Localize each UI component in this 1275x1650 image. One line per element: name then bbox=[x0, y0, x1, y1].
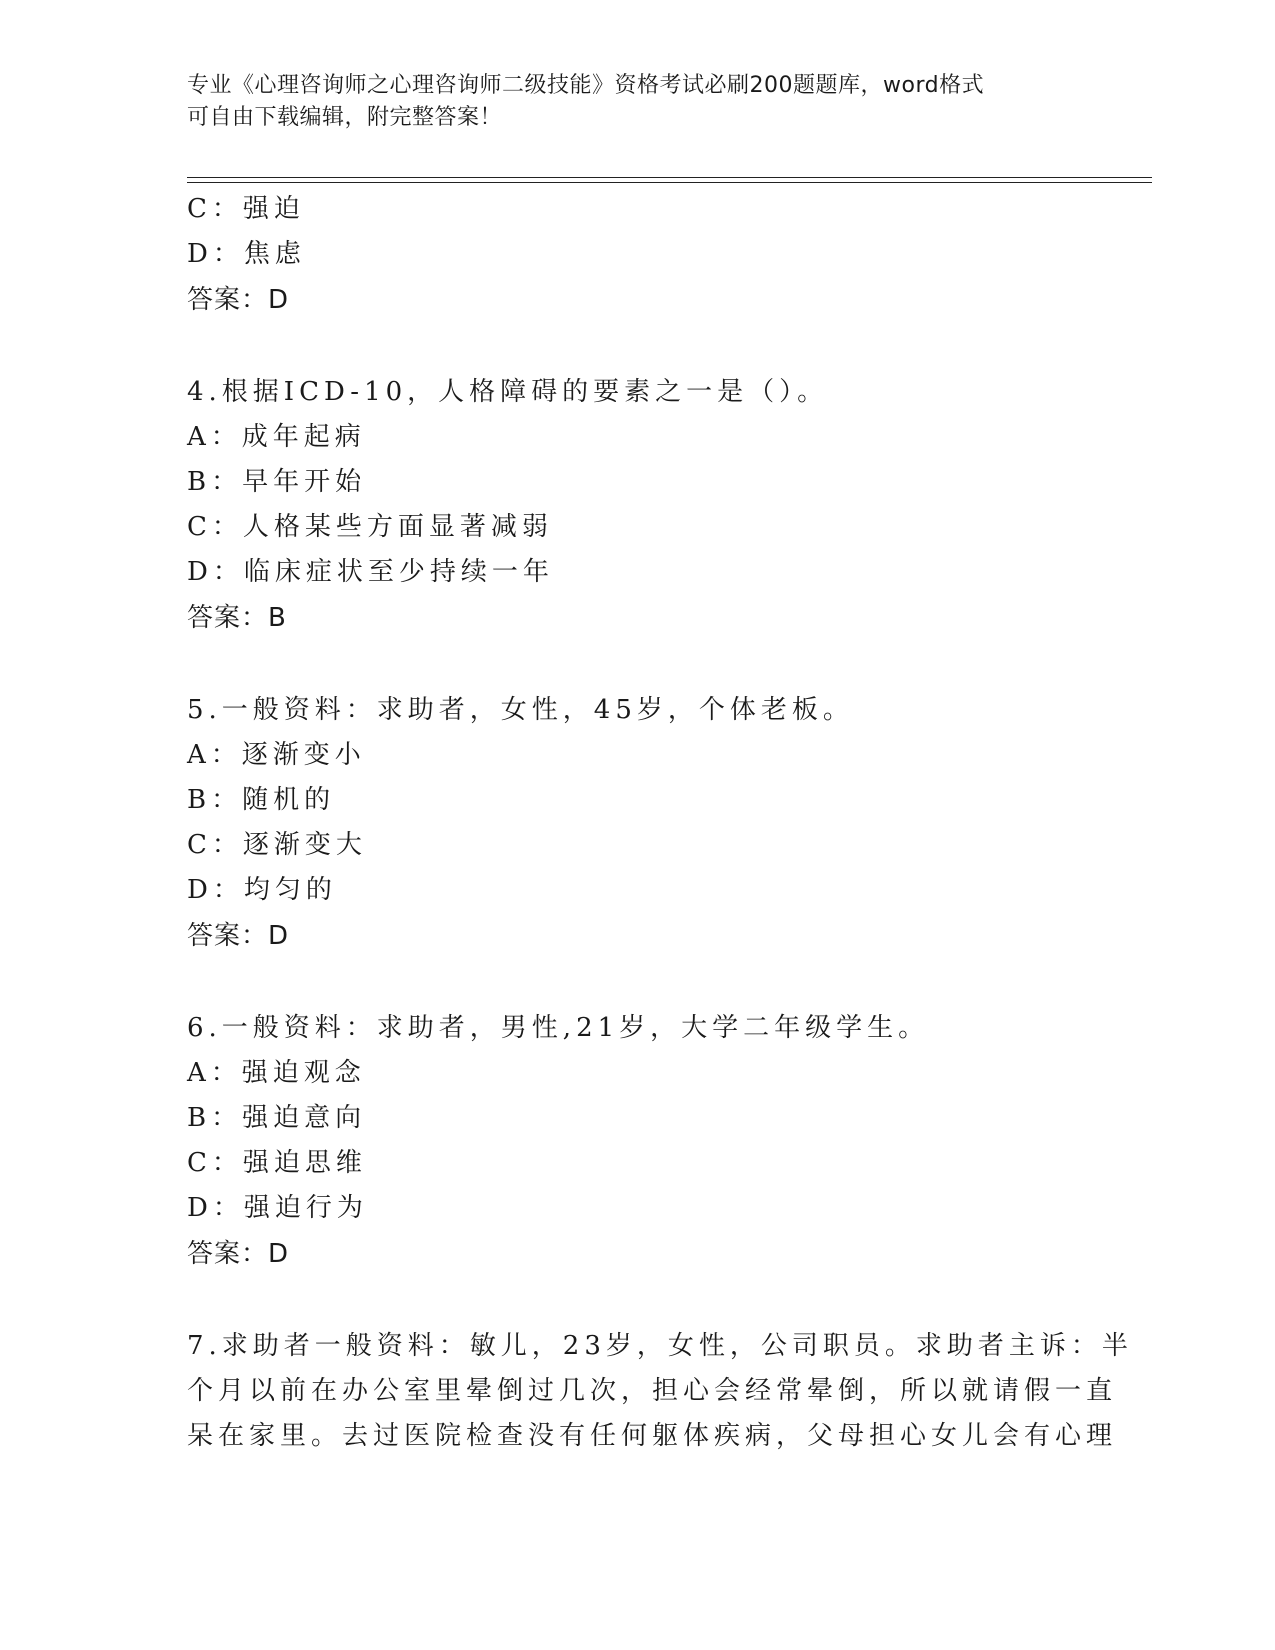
header-rule-bottom bbox=[187, 182, 1152, 183]
header-rule-top bbox=[187, 177, 1152, 178]
question-4 bbox=[187, 370, 1087, 641]
option-c: C：强迫 bbox=[187, 194, 305, 224]
option-d: D：临床症状至少持续一年 bbox=[187, 557, 554, 587]
answer-line: 答案：B bbox=[187, 603, 287, 633]
header-line-2: 可自由下载编辑，附完整答案！ bbox=[187, 105, 503, 130]
answer-line: 答案：D bbox=[187, 921, 290, 951]
document-header bbox=[187, 70, 1067, 134]
question-stem-line-3: 呆在家里。去过医院检查没有任何躯体疾病，父母担心女儿会有心理 bbox=[187, 1421, 1118, 1451]
question-6 bbox=[187, 1006, 1087, 1277]
option-c: C：逐渐变大 bbox=[187, 830, 367, 860]
option-b: B：随机的 bbox=[187, 785, 336, 815]
option-d: D：强迫行为 bbox=[187, 1193, 368, 1223]
option-a: A：逐渐变小 bbox=[187, 740, 366, 770]
question-3-tail bbox=[187, 187, 1087, 323]
question-stem: 6.一般资料：求助者，男性,21岁，大学二年级学生。 bbox=[187, 1013, 930, 1043]
option-d: D：均匀的 bbox=[187, 875, 337, 905]
option-a: A：成年起病 bbox=[187, 422, 366, 452]
option-d: D：焦虑 bbox=[187, 239, 306, 269]
question-stem: 5.一般资料：求助者，女性，45岁，个体老板。 bbox=[187, 695, 854, 725]
question-7 bbox=[187, 1324, 1133, 1459]
answer-line: 答案：D bbox=[187, 1239, 290, 1269]
header-line-1: 专业《心理咨询师之心理咨询师二级技能》资格考试必刷200题题库，word格式 bbox=[187, 73, 985, 98]
option-c: C：人格某些方面显著减弱 bbox=[187, 512, 553, 542]
question-stem-line-2: 个月以前在办公室里晕倒过几次，担心会经常晕倒，所以就请假一直 bbox=[187, 1376, 1118, 1406]
question-stem: 4.根据ICD-10，人格障碍的要素之一是（）。 bbox=[187, 377, 829, 407]
option-b: B：强迫意向 bbox=[187, 1103, 367, 1133]
question-content bbox=[187, 187, 1133, 1459]
option-a: A：强迫观念 bbox=[187, 1058, 366, 1088]
question-5 bbox=[187, 688, 1087, 959]
option-b: B：早年开始 bbox=[187, 467, 367, 497]
question-stem-line-1: 7.求助者一般资料：敏儿，23岁，女性，公司职员。求助者主诉：半 bbox=[187, 1331, 1133, 1361]
option-c: C：强迫思维 bbox=[187, 1148, 367, 1178]
answer-line: 答案：D bbox=[187, 285, 290, 315]
